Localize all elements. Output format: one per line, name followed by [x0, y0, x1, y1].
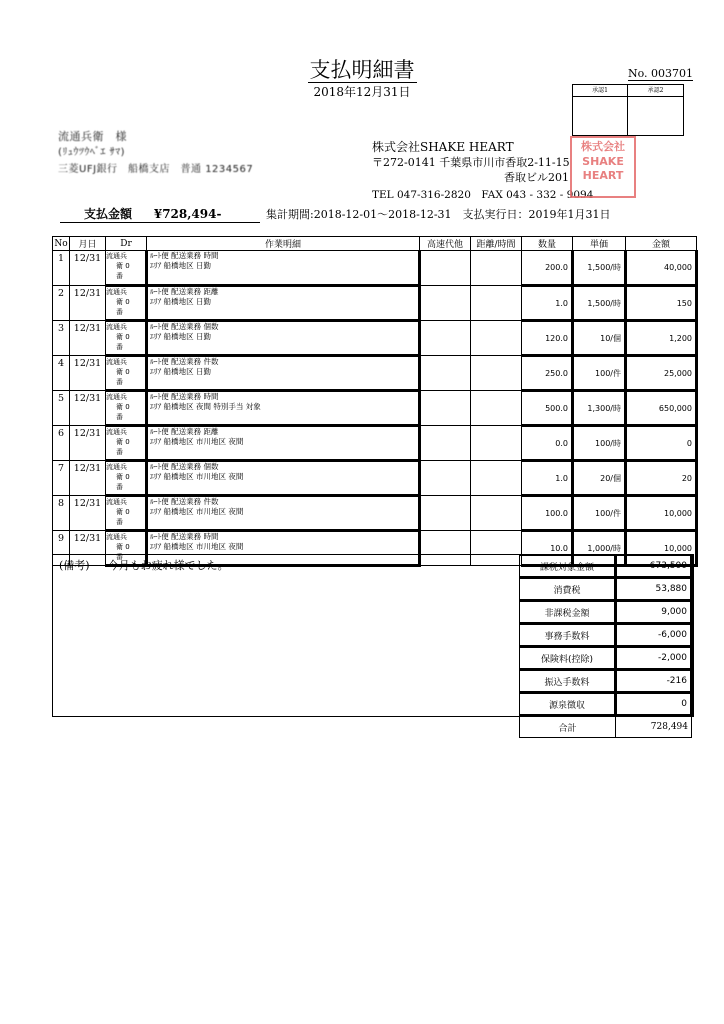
- col-distance: 距離/時間: [471, 237, 522, 251]
- totals-label: 事務手数料: [520, 624, 616, 647]
- driver-line: 衛 0: [116, 438, 130, 446]
- totals-value: -2,000: [616, 647, 692, 670]
- row-distance: [471, 391, 522, 426]
- row-amount: 10,000: [626, 531, 697, 566]
- row-no: 6: [53, 426, 70, 461]
- row-qty: 100.0: [522, 496, 573, 531]
- detail-line: ｴﾘｱ 船橋地区 市川地区 夜間: [150, 472, 244, 481]
- row-detail: [147, 356, 420, 391]
- seal-line-3: HEART: [582, 169, 624, 182]
- document-date: 2018年12月31日: [313, 85, 411, 99]
- driver-line: 流通兵: [106, 323, 127, 331]
- row-amount: 150: [626, 286, 697, 321]
- totals-value: 673,500: [616, 556, 692, 578]
- recipient-kana: (ﾘｭｳﾂｳﾍﾞｴ ｻﾏ): [58, 147, 125, 158]
- driver-line: 番: [116, 483, 123, 491]
- row-driver: [106, 251, 147, 286]
- totals-label: 合計: [520, 716, 616, 738]
- driver-line: 衛 0: [116, 508, 130, 516]
- row-driver: [106, 356, 147, 391]
- driver-line: 流通兵: [106, 428, 127, 436]
- driver-line: 流通兵: [106, 463, 127, 471]
- totals-row: [520, 624, 692, 647]
- driver-line: 流通兵: [106, 288, 127, 296]
- row-no: 8: [53, 496, 70, 531]
- row-date: 12/31: [70, 496, 106, 531]
- row-detail: [147, 426, 420, 461]
- row-unit: 1,500/時: [573, 251, 626, 286]
- row-distance: [471, 496, 522, 531]
- row-qty: 10.0: [522, 531, 573, 566]
- detail-line: ﾙｰﾄ便 配送業務 距離: [150, 427, 219, 436]
- row-qty: 120.0: [522, 321, 573, 356]
- payment-amount: ¥728,494-: [153, 207, 222, 221]
- totals-value: 0: [616, 693, 692, 716]
- driver-line: 番: [116, 378, 123, 386]
- row-unit: 1,000/時: [573, 531, 626, 566]
- totals-label: 消費税: [520, 578, 616, 601]
- row-no: 1: [53, 251, 70, 286]
- driver-line: 番: [116, 272, 123, 280]
- detail-line: ｴﾘｱ 船橋地区 市川地区 夜間: [150, 542, 244, 551]
- row-date: 12/31: [70, 356, 106, 391]
- totals-row: [520, 556, 692, 578]
- row-detail: [147, 461, 420, 496]
- detail-line: ﾙｰﾄ便 配送業務 件数: [150, 357, 219, 366]
- driver-line: 番: [116, 518, 123, 526]
- detail-line: ｴﾘｱ 船橋地区 市川地区 夜間: [150, 437, 244, 446]
- row-driver: [106, 321, 147, 356]
- remarks-text: 今月もお疲れ様でした。: [107, 559, 229, 572]
- bottom-section: [52, 554, 694, 734]
- company-address2: 香取ビル201: [504, 171, 569, 184]
- row-no: 9: [53, 531, 70, 566]
- recipient-name: 流通兵衛 様: [58, 130, 127, 143]
- table-row: [53, 321, 697, 356]
- driver-line: 番: [116, 343, 123, 351]
- detail-line: ﾙｰﾄ便 配送業務 個数: [150, 462, 219, 471]
- col-qty: 数量: [522, 237, 573, 251]
- row-detail: [147, 496, 420, 531]
- row-toll: [420, 251, 471, 286]
- totals-value: 53,880: [616, 578, 692, 601]
- row-amount: 25,000: [626, 356, 697, 391]
- driver-line: 流通兵: [106, 498, 127, 506]
- company-seal: [570, 136, 636, 198]
- driver-line: 衛 0: [116, 262, 130, 270]
- detail-line: ｴﾘｱ 船橋地区 日勤: [150, 297, 212, 306]
- row-unit: 10/個: [573, 321, 626, 356]
- totals-label: 振込手数料: [520, 670, 616, 693]
- totals-row: [520, 693, 692, 716]
- table-row: [53, 286, 697, 321]
- driver-line: 番: [116, 553, 123, 561]
- driver-line: 流通兵: [106, 393, 127, 401]
- detail-line: ﾙｰﾄ便 配送業務 距離: [150, 287, 219, 296]
- payment-label: 支払金額: [84, 207, 133, 221]
- row-qty: 200.0: [522, 251, 573, 286]
- driver-line: 流通兵: [106, 533, 127, 541]
- seal-line-1: 株式会社: [581, 140, 625, 153]
- row-date: 12/31: [70, 531, 106, 566]
- detail-line: ﾙｰﾄ便 配送業務 件数: [150, 497, 219, 506]
- totals-value: -216: [616, 670, 692, 693]
- row-driver: [106, 461, 147, 496]
- company-name: 株式会社SHAKE HEART: [372, 140, 514, 154]
- detail-line: ｴﾘｱ 船橋地区 日勤: [150, 332, 212, 341]
- totals-table: [519, 555, 693, 738]
- row-date: 12/31: [70, 461, 106, 496]
- detail-line: ﾙｰﾄ便 配送業務 時間: [150, 392, 219, 401]
- company-contact: TEL 047-316-2820 FAX 043 - 332 - 9094: [372, 189, 594, 201]
- seal-line-2: SHAKE: [582, 155, 624, 168]
- row-distance: [471, 356, 522, 391]
- row-toll: [420, 286, 471, 321]
- row-driver: [106, 496, 147, 531]
- row-unit: 100/時: [573, 426, 626, 461]
- driver-line: 流通兵: [106, 252, 127, 260]
- row-unit: 20/個: [573, 461, 626, 496]
- row-date: 12/31: [70, 321, 106, 356]
- driver-line: 衛 0: [116, 333, 130, 341]
- totals-row: [520, 578, 692, 601]
- row-qty: 500.0: [522, 391, 573, 426]
- table-row: [53, 461, 697, 496]
- row-detail: [147, 251, 420, 286]
- row-driver: [106, 426, 147, 461]
- totals-value: 728,494: [616, 716, 692, 738]
- table-row: [53, 496, 697, 531]
- document-number: No. 003701: [628, 67, 694, 80]
- remarks-label: (備考): [59, 559, 90, 572]
- table-row: [53, 426, 697, 461]
- table-row: [53, 391, 697, 426]
- col-amount: 金額: [626, 237, 697, 251]
- approval-header-2: 承認2: [628, 85, 683, 97]
- row-qty: 0.0: [522, 426, 573, 461]
- period-info: 集計期間:2018-12-01～2018-12-31 支払実行日：2019年1月31日: [266, 208, 611, 221]
- table-row: [53, 251, 697, 286]
- driver-line: 衛 0: [116, 473, 130, 481]
- row-amount: 40,000: [626, 251, 697, 286]
- detail-line: ｴﾘｱ 船橋地区 日勤: [150, 261, 212, 270]
- driver-line: 流通兵: [106, 358, 127, 366]
- driver-line: 番: [116, 308, 123, 316]
- row-amount: 1,200: [626, 321, 697, 356]
- col-date: 月日: [70, 237, 106, 251]
- detail-line: ｴﾘｱ 船橋地区 夜間 特別手当 対象: [150, 402, 261, 411]
- row-toll: [420, 496, 471, 531]
- totals-row: [520, 716, 692, 738]
- row-distance: [471, 461, 522, 496]
- totals-row: [520, 601, 692, 624]
- totals-value: 9,000: [616, 601, 692, 624]
- row-date: 12/31: [70, 286, 106, 321]
- row-toll: [420, 391, 471, 426]
- totals-row: [520, 670, 692, 693]
- driver-line: 衛 0: [116, 368, 130, 376]
- totals-label: 保険料(控除): [520, 647, 616, 670]
- row-amount: 0: [626, 426, 697, 461]
- row-date: 12/31: [70, 391, 106, 426]
- driver-line: 衛 0: [116, 298, 130, 306]
- detail-line: ﾙｰﾄ便 配送業務 個数: [150, 322, 219, 331]
- row-distance: [471, 286, 522, 321]
- detail-table: [52, 236, 698, 567]
- company-address: 〒272-0141 千葉県市川市香取2-11-15: [372, 156, 570, 169]
- row-toll: [420, 356, 471, 391]
- row-unit: 100/件: [573, 496, 626, 531]
- driver-line: 番: [116, 448, 123, 456]
- row-no: 7: [53, 461, 70, 496]
- totals-label: 源泉徴収: [520, 693, 616, 716]
- totals-label: 課税対象金額: [520, 556, 616, 578]
- row-driver: [106, 391, 147, 426]
- recipient-bank: 三菱UFJ銀行 船橋支店 普通 1234567: [58, 164, 254, 175]
- row-no: 3: [53, 321, 70, 356]
- row-qty: 1.0: [522, 461, 573, 496]
- col-toll: 高速代他: [420, 237, 471, 251]
- approval-header-1: 承認1: [573, 85, 628, 97]
- driver-line: 番: [116, 413, 123, 421]
- row-no: 2: [53, 286, 70, 321]
- row-unit: 1,300/時: [573, 391, 626, 426]
- remarks: [59, 557, 229, 573]
- totals-label: 非課税金額: [520, 601, 616, 624]
- col-unit: 単価: [573, 237, 626, 251]
- row-detail: [147, 286, 420, 321]
- row-amount: 650,000: [626, 391, 697, 426]
- row-unit: 1,500/時: [573, 286, 626, 321]
- row-detail: [147, 321, 420, 356]
- row-toll: [420, 461, 471, 496]
- row-no: 4: [53, 356, 70, 391]
- row-date: 12/31: [70, 251, 106, 286]
- row-toll: [420, 321, 471, 356]
- row-distance: [471, 251, 522, 286]
- company-block: [372, 140, 593, 203]
- col-no: No: [54, 238, 68, 249]
- row-detail: [147, 391, 420, 426]
- totals-row: [520, 647, 692, 670]
- row-driver: [106, 286, 147, 321]
- col-driver: Dr: [106, 237, 147, 251]
- detail-line: ﾙｰﾄ便 配送業務 時間: [150, 251, 219, 260]
- row-qty: 1.0: [522, 286, 573, 321]
- row-amount: 20: [626, 461, 697, 496]
- approval-box: [572, 84, 684, 136]
- document-title: 支払明細書: [309, 58, 415, 82]
- row-date: 12/31: [70, 426, 106, 461]
- row-no: 5: [53, 391, 70, 426]
- col-detail: 作業明細: [147, 237, 420, 251]
- row-distance: [471, 321, 522, 356]
- row-unit: 100/件: [573, 356, 626, 391]
- detail-line: ｴﾘｱ 船橋地区 市川地区 夜間: [150, 507, 244, 516]
- driver-line: 衛 0: [116, 403, 130, 411]
- row-qty: 250.0: [522, 356, 573, 391]
- detail-line: ﾙｰﾄ便 配送業務 時間: [150, 532, 219, 541]
- row-toll: [420, 426, 471, 461]
- detail-line: ｴﾘｱ 船橋地区 日勤: [150, 367, 212, 376]
- row-amount: 10,000: [626, 496, 697, 531]
- totals-value: -6,000: [616, 624, 692, 647]
- table-row: [53, 356, 697, 391]
- row-distance: [471, 426, 522, 461]
- driver-line: 衛 0: [116, 543, 130, 551]
